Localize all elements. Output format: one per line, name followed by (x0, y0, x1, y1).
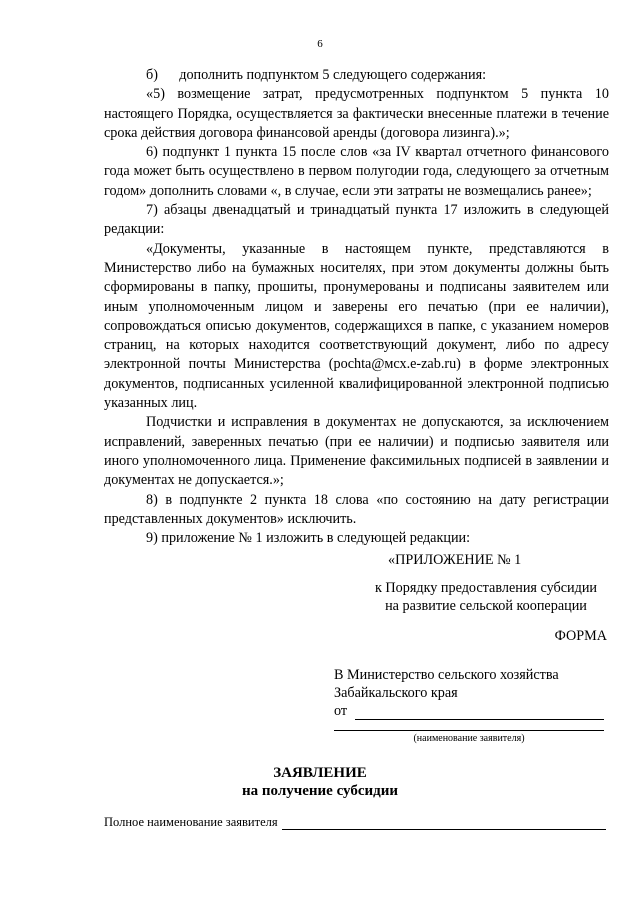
document-title (0, 764, 640, 800)
from-fill-line[interactable] (355, 705, 604, 720)
applicant-caption: (наименование заявителя) (413, 733, 525, 744)
appendix-subtitle-line: к Порядку предоставления субсидии (374, 580, 598, 596)
paragraph: 7) абзацы двенадцатый и тринадцатый пункта 17 изложить в следующей редакции: (104, 202, 609, 238)
appendix-title: «ПРИЛОЖЕНИЕ № 1 (388, 552, 522, 568)
appendix-subtitle (360, 579, 612, 615)
recipient-block (334, 666, 559, 702)
fullname-row (104, 815, 606, 830)
paragraph: б) дополнить подпунктом 5 следующего содержания: (146, 67, 487, 83)
page-number: 6 (317, 38, 323, 50)
from-row (334, 702, 604, 720)
recipient-line: В Министерство сельского хозяйства (334, 667, 559, 683)
paragraph: 9) приложение № 1 изложить в следующей редакции: (146, 530, 471, 547)
paragraph: Подчистки и исправления в документах не допускаются, за исключением исправлений, заверенных печатью (при ее наличии) и подписью заявителя или иного уполномоченного лица. Применение факсимильных подписей в заявлении и документах не допускается.»; (104, 414, 609, 489)
appendix-subtitle-line: на развитие сельской кооперации (385, 598, 587, 614)
document-title-line: ЗАЯВЛЕНИЕ (273, 765, 367, 781)
fullname-label: Полное наименование заявителя (104, 815, 278, 829)
form-label: ФОРМА (554, 628, 607, 644)
fullname-fill-line[interactable] (282, 817, 606, 830)
body-text (104, 66, 609, 548)
paragraph: 8) в подпункте 2 пункта 18 слова «по состоянию на дату регистрации представленных документов» исключить. (104, 491, 609, 527)
document-subtitle-line: на получение субсидии (242, 783, 398, 799)
paragraph: «Документы, указанные в настоящем пункте, представляются в Министерство либо на бумажных носителях, при этом документы должны быть сформированы в папку, прошиты, пронумерованы и подписаны заявителем или иным уполномоченным лицом и заверены его печатью (при ее наличии), сопровождаться описью документов, содержащихся в папке, с указанием номеров страниц, на которых находится соответствующий документ, либо по адресу электронной почты Министерства (pochta@мсх.e-zab.ru) в форме электронных документов, подписанных усиленной квалифицированной электронной подписью указанных лиц. (104, 240, 609, 412)
applicant-fill-line[interactable] (334, 730, 604, 731)
from-label: от (334, 703, 348, 719)
paragraph: «5) возмещение затрат, предусмотренных подпунктом 5 пункта 10 настоящего Порядка, осуществляется за фактически внесенные платежи в течение срока действия договора финансовой аренды (договора лизинга).»; (104, 86, 609, 141)
recipient-line: Забайкальского края (334, 685, 458, 701)
paragraph: 6) подпункт 1 пункта 15 после слов «за IV квартал отчетного финансового года может быть осуществлено в первом полугодии года, следующего за отчетным годом» дополнить словами «, в случае, если эти затраты не возмещались ранее»; (104, 144, 609, 199)
